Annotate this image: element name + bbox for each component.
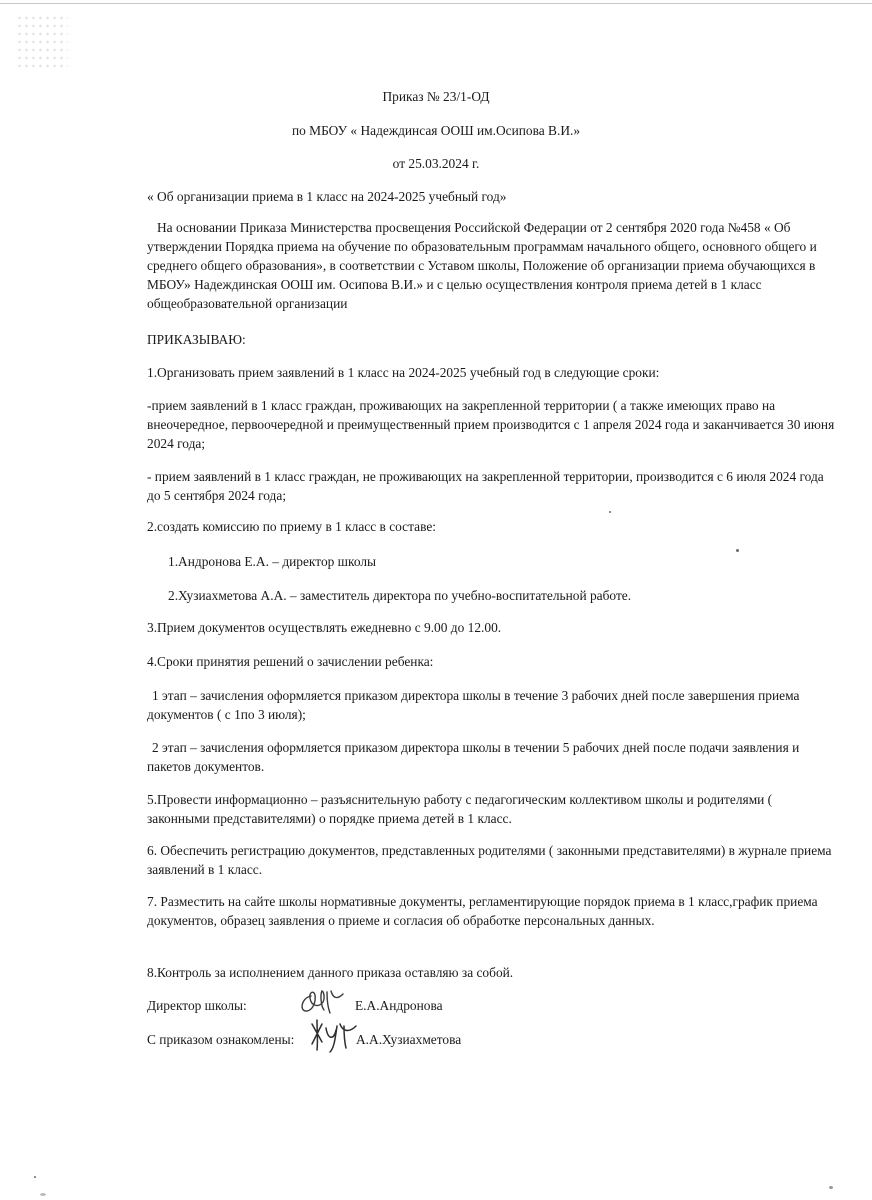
item-4: 4.Сроки принятия решений о зачислении ребенка: bbox=[147, 654, 434, 669]
director-name: Е.А.Андронова bbox=[355, 998, 443, 1013]
item-5: 5.Провести информационно – разъяснительную работу с педагогическим коллективом школы и родителями ( законными представителями) о порядке приема детей в 1 класс. bbox=[147, 792, 773, 826]
scan-speck bbox=[609, 511, 611, 513]
employee-signature bbox=[308, 1016, 360, 1056]
item-6: 6. Обеспечить регистрацию документов, представленных родителями ( законными представителями) в журнале приема заявлений в 1 класс. bbox=[147, 843, 832, 877]
ack-label: С приказом ознакомлены: bbox=[147, 1032, 295, 1047]
item-1a: -прием заявлений в 1 класс граждан, проживающих на закрепленной территории ( а также имеющих право на внеочередное, первоочередной и преимущественный прием производится с 1 апреля 2024 года и заканчивается 30 июня 2024 года; bbox=[147, 398, 835, 451]
scan-speck bbox=[829, 1186, 833, 1189]
item-1: 1.Организовать прием заявлений в 1 класс на 2024-2025 учебный год в следующие сроки: bbox=[147, 365, 660, 380]
order-date: от 25.03.2024 г. bbox=[392, 156, 480, 171]
scan-edge-line bbox=[0, 3, 872, 4]
scan-speck bbox=[40, 1193, 46, 1196]
director-signature bbox=[297, 986, 349, 1018]
preamble: На основании Приказа Министерства просвещения Российской Федерации от 2 сентября 2020 года №458 « Об утверждении Порядка приема на обучение по образовательным программам начального общего, основного общего и среднего общего образования», в соответствии с Уставом школы, Положение об организации приема обучающихся в МБОУ» Надеждинская ООШ им. Осипова В.И.» и с целью осуществления контроля приема детей в 1 класс общеобразовательной организации bbox=[147, 220, 817, 311]
order-subject: « Об организации приема в 1 класс на 2024-2025 учебный год» bbox=[147, 189, 507, 204]
scan-smudge bbox=[16, 14, 68, 70]
item-4b: 2 этап – зачисления оформляется приказом директора школы в течении 5 рабочих дней после подачи заявления и пакетов документов. bbox=[147, 740, 800, 774]
school-name: по МБОУ « Надеждинсая ООШ им.Осипова В.И.» bbox=[291, 123, 581, 138]
scan-speck bbox=[736, 549, 739, 552]
item-2a: 1.Андронова Е.А. – директор школы bbox=[168, 554, 377, 569]
director-label: Директор школы: bbox=[147, 998, 247, 1013]
item-8: 8.Контроль за исполнением данного приказа оставляю за собой. bbox=[147, 965, 514, 980]
item-4a: 1 этап – зачисления оформляется приказом директора школы в течение 3 рабочих дней после завершения приема документов ( с 1по 3 июля); bbox=[147, 688, 800, 722]
item-3: 3.Прием документов осуществлять ежедневно с 9.00 до 12.00. bbox=[147, 620, 502, 635]
command-heading: ПРИКАЗЫВАЮ: bbox=[147, 332, 246, 347]
item-7: 7. Разместить на сайте школы нормативные документы, регламентирующие порядок приема в 1 класс,график приема документов, образец заявления о приеме и согласия об обработке персональных данных. bbox=[147, 894, 818, 928]
scan-speck bbox=[34, 1176, 36, 1178]
item-2: 2.создать комиссию по приему в 1 класс в составе: bbox=[147, 519, 436, 534]
item-2b: 2.Хузиахметова А.А. – заместитель директора по учебно-воспитательной работе. bbox=[168, 588, 632, 603]
order-number: Приказ № 23/1-ОД bbox=[382, 89, 490, 104]
item-1b: - прием заявлений в 1 класс граждан, не проживающих на закрепленной территории, производится с 6 июля 2024 года до 5 сентября 2024 года; bbox=[147, 469, 824, 503]
ack-name: А.А.Хузиахметова bbox=[356, 1032, 462, 1047]
